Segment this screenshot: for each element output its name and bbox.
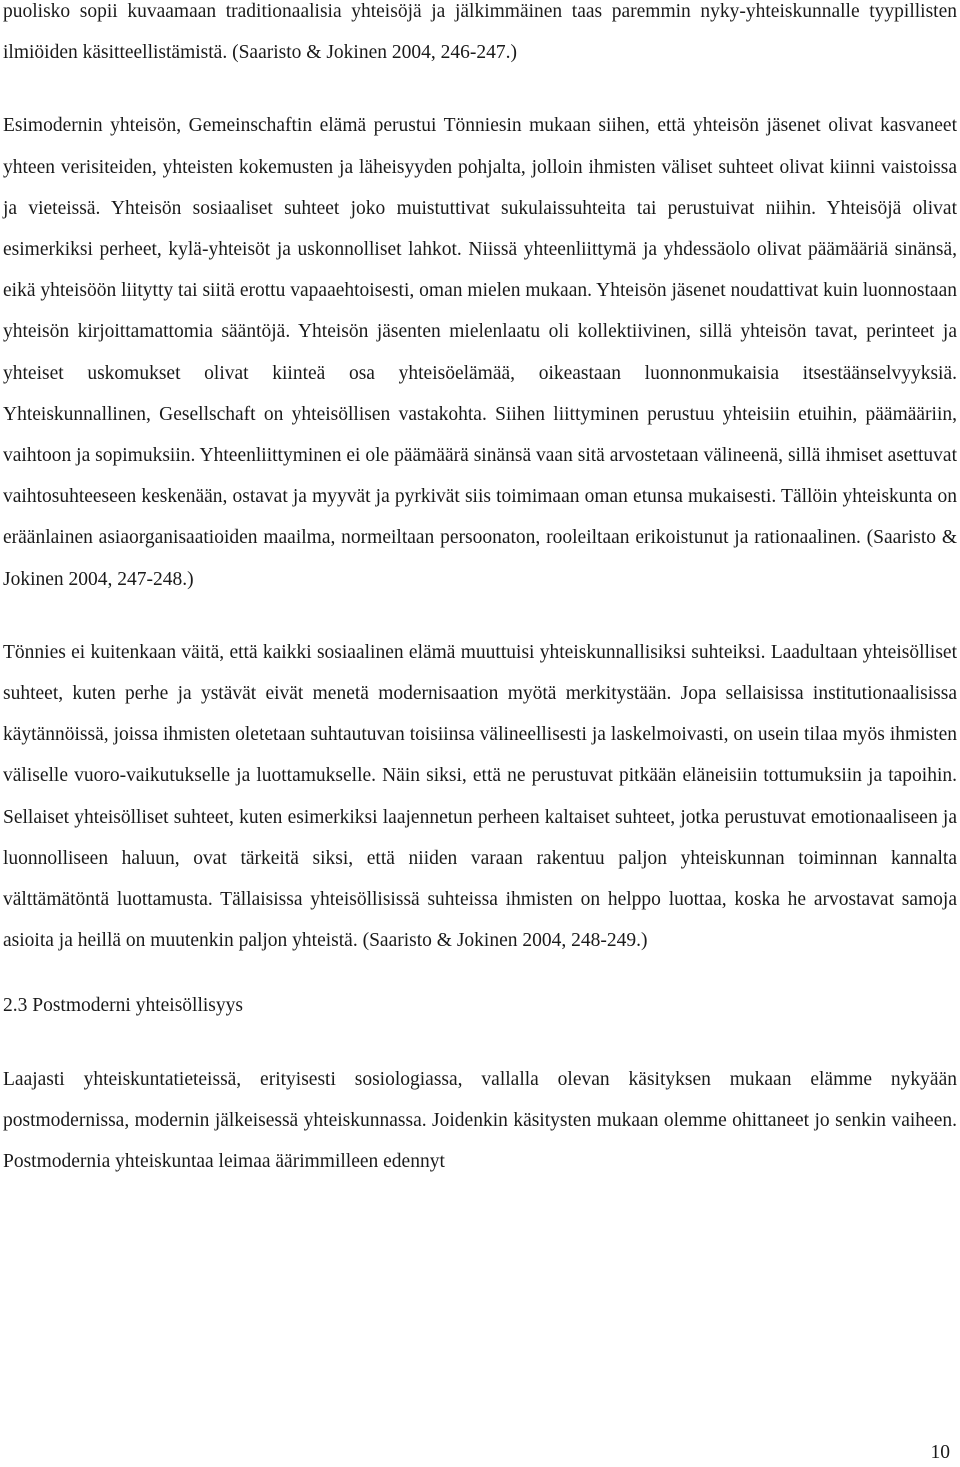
body-paragraph: puolisko sopii kuvaamaan traditionaalisia yhteisöjä ja jälkimmäinen taas paremmin nyky-yhteiskunnalle tyypillisten ilmiöiden käsitteellistämistä. (Saaristo & Jokinen 2004, 246-247.) (3, 1, 957, 64)
document-page (3, 0, 957, 1182)
section-heading: 2.3 Postmoderni yhteisöllisyys (3, 995, 243, 1017)
body-paragraph: Esimodernin yhteisön, Gemeinschaftin elämä perustui Tönniesin mukaan siihen, että yhteisön jäsenet olivat kasvaneet yhteen verisiteiden, yhteisten kokemusten ja läheisyyden pohjalta, jolloin ihmisten väliset suhteet olivat kiinni vaistoissa ja vieteissä. Yhteisön sosiaaliset suhteet joko muistuttivat sukulaissuhteita tai perustuivat niihin. Yhteisöjä olivat esimerkiksi perheet, kylä-yhteisöt ja uskonnolliset lahkot. Niissä yhteenliittymä ja yhdessäolo olivat päämääriä sinänsä, eikä yhteisöön liitytty tai siitä erottu vapaaehtoisesti, oman mielen mukaan. Yhteisön jäsenet noudattivat kuin luonnostaan yhteisön kirjoittamattomia sääntöjä. Yhteisön jäsenten mielenlaatu oli kollektiivinen, sillä yhteisön tavat, perinteet ja yhteiset uskomukset olivat kiinteä osa yhteisöelämää, oikeastaan luonnonmukaisia itsestäänselvyyksiä. Yhteiskunnallinen, Gesellschaft on yhteisöllisen vastakohta. Siihen liittyminen perustuu yhteisiin etuihin, päämääriin, vaihtoon ja sopimuksiin. Yhteenliittyminen ei ole päämäärä sinänsä vaan sitä arvostetaan välineenä, sillä ihmiset asettuvat vaihtosuhteeseen keskenään, ostavat ja myyvät ja pyrkivät siis toimimaan oman etunsa mukaisesti. Tällöin yhteiskunta on eräänlainen asiaorganisaatioiden maailma, normeiltaan persoonaton, rooleiltaan erikoistunut ja rationaalinen. (Saaristo & Jokinen 2004, 247-248.) (3, 115, 957, 590)
paragraph-spacer (3, 73, 957, 105)
body-paragraph: Laajasti yhteiskuntatieteissä, erityisesti sosiologiassa, vallalla olevan käsityksen mukaan elämme nykyään postmodernissa, modernin jälkeisessä yhteiskunnassa. Joidenkin käsitysten mukaan olemme ohittaneet jo senkin vaiheen. Postmodernia yhteiskuntaa leimaa äärimmilleen edennyt (3, 1068, 957, 1173)
paragraph-spacer (3, 600, 957, 632)
paragraph-spacer (3, 961, 957, 985)
paragraph-spacer (3, 1027, 957, 1059)
body-paragraph: Tönnies ei kuitenkaan väitä, että kaikki sosiaalinen elämä muuttuisi yhteiskunnallisiksi suhteiksi. Laadultaan yhteisölliset suhteet, kuten perhe ja ystävät eivät menetä modernisaation myötä merkitystään. Jopa sellaisissa institutionaalisissa käytännöissä, joissa ihmisten oletetaan suhtautuvan toisiinsa välineellisesti ja laskelmoivasti, on usein tilaa myös ihmisten väliselle vuoro-vaikutukselle ja luottamukselle. Näin siksi, että ne perustuvat pitkään eläneisiin tottumuksiin ja tapoihin. Sellaiset yhteisölliset suhteet, kuten esimerkiksi laajennetun perheen kaltaiset suhteet, jotka perustuvat emotionaaliseen ja luonnolliseen haluun, ovat tärkeitä siksi, että niiden varaan rakentuu paljon yhteiskunnan toiminnan kannalta välttämätöntä luottamusta. Tällaisissa yhteisöllisissä suhteissa ihmisten on helppo luottaa, koska he arvostavat samoja asioita ja heillä on muutenkin paljon yhteistä. (Saaristo & Jokinen 2004, 248-249.) (3, 641, 957, 952)
page-number: 10 (930, 1442, 950, 1463)
